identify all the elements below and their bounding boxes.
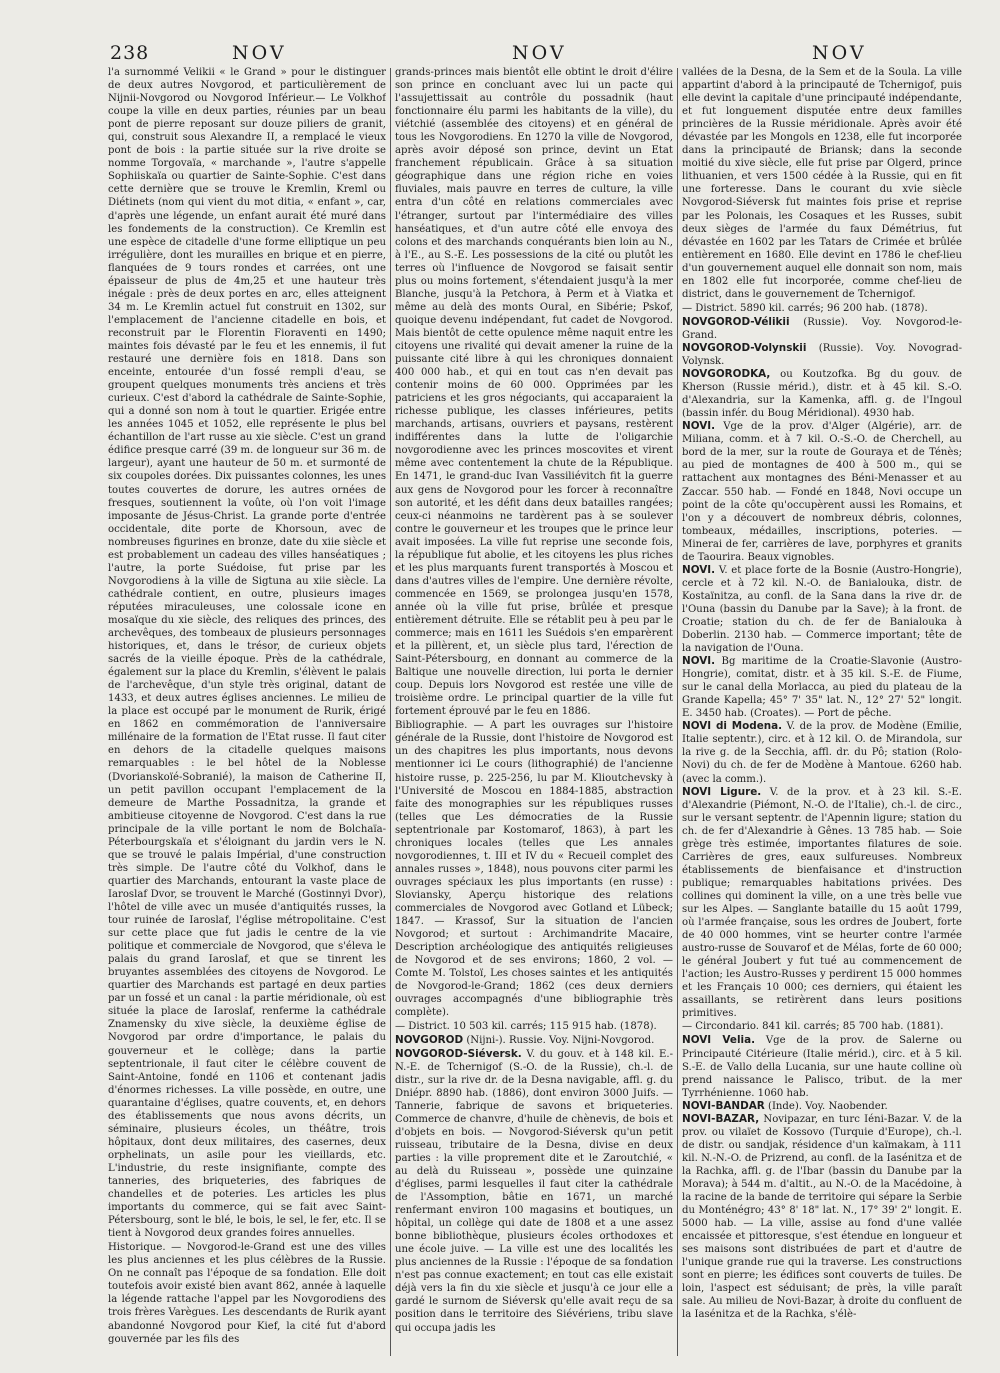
entry-text: V. et place forte de la Bosnie (Austro-Hongrie), cercle et à 72 kil. N.-O. de Banialouka, distr. de Kostaïnitza, au confl. de la Sana dans la rive dr. de l'Ouna (bassin du Danube par la Save); à la front. de Croatie; station du ch. de fer de Banialouka à Doberlin. 2130 hab. — Commerce important; tête de la navigation de l'Ouna. [682, 564, 962, 655]
entry [682, 564, 962, 655]
entry-headword: NOVI-BAZAR, [682, 1112, 760, 1125]
paragraph-district: — District. 10 503 kil. carrés; 115 915 hab. (1878). [395, 1021, 657, 1033]
entry [395, 1034, 673, 1047]
entry [682, 1034, 962, 1099]
entry-headword: NOVGOROD-Volynskii [682, 341, 807, 354]
paragraph: l'a surnommé Velikii « le Grand » pour le distinguer de deux autres Novgorod, et particulièrement de Nijnii-Novgorod ou Novgorod Inférieur.— Le Volkhof coupe la ville en deux parties, réunies par un beau pont de pierre reposant sur douze piliers de granit, qui, construit sous Alexandre II, a remplacé le vieux pont de bois : la partie située sur la rive droite se nomme Torgovaïa, « marchande », l'autre s'appelle Sophiiskaïa ou quartier de Sainte-Sophie. C'est dans cette dernière que se trouve le Kremlin, Kreml ou Diétinets (nom qui vient du mot ditia, « enfant », car, d'après une légende, un enfant aurait été muré dans les fondements de la construction). Ce Kremlin est une espèce de citadelle d'une forme elliptique un peu irrégulière, dont les murailles en brique et en pierre, flanquées de 9 tours rondes et carrées, ont une épaisseur de plus de 4m,25 et une hauteur très inégale : près de deux portes en arc, elles atteignent 34 m. Le Kremlin actuel fut construit en 1302, sur l'emplacement de l'ancienne citadelle en bois, et reconstruit par le Florentin Fioraventi en 1490; maintes fois dévasté par le feu et les ennemis, il fut restauré une dernière fois en 1818. Dans son enceinte, entourée d'un fossé rempli d'eau, se groupent quelques monuments très anciens et très curieux. C'est d'abord la cathédrale de Sainte-Sophie, qui a donné son nom à tout le quartier. Erigée entre les années 1045 et 1052, elle représente le plus bel échantillon de l'art russe au xie siècle. C'est un grand édifice presque carré (39 m. de longueur sur 36 m. de largeur), ayant une hauteur de 50 m. et surmonté de six coupoles dorées. Dix puissantes colonnes, les unes toutes couvertes de dorure, les autres ornées de fresques, soutiennent la voûte, où l'on voit l'image imposante de Jésus-Christ. La grande porte d'entrée occidentale, dite porte de Khorsoun, avec de nombreuses figurines en bronze, date du xiie siècle et est probablement un cadeau des villes hanséatiques ; l'autre, la porte Suédoise, fut prise par les Novgorodiens à la ville de Sigtuna au xiie siècle. La cathédrale contient, en outre, plusieurs images réputées miraculeuses, une colossale icone en mosaïque du xie siècle, des reliques des princes, des archevêques, des tombeaux de plusieurs personnages historiques, et, dans le trésor, de curieux objets sacrés de la vieille époque. Près de la cathédrale, également sur la place du Kremlin, s'élèvent le palais de l'archevêque, d'un style très original, datant de 1433, et deux autres églises anciennes. Le milieu de la place est occupé par le monument de Rurik, érigé en 1862 en commémoration de l'anniversaire millénaire de la formation de l'Etat russe. Il faut citer en dehors de la citadelle quelques maisons remarquables : le bel hôtel de la Noblesse (Dvorianskoïé-Sobranié), la maison de Catherine II, un petit pavillon occupant l'emplacement de la demeure de Marthe Possadnitza, la grande et ambitieuse citoyenne de Novgorod. C'est dans la rue principale de la ville portant le nom de Bolchaïa-Péterbourgskaïa et s'éloignant du jardin vers le N. que se trouvé le palais Impérial, d'une construction très simple. De l'autre côté du Volkhof, dans le quartier des Marchands, entourant la vaste place de Iaroslaf Dvor, se trouvent le Marché (Gostinnyi Dvor), l'hôtel de ville avec un musée d'antiquités russes, la tour ruinée de Iaroslaf, l'église métropolitaine. C'est sur cette place que fut jadis le centre de la vie politique et commerciale de Novgorod, que s'éleva le palais du grand Iaroslaf, et que se tinrent les bruyantes assemblées des citoyens de Novgorod. Le quartier des Marchands est partagé en deux parties par un fossé et un canal : la partie méridionale, où est située la place de Iaroslaf, renferme la cathédrale Znamensky du xive siècle, la deuxième église de Novgorod par ordre d'importance, le palais du gouverneur et le collège; dans la partie septentrionale, il faut citer le célèbre couvent de Saint-Antoine, fondé en 1106 et contenant jadis d'énormes richesses. La ville possède, en outre, une quarantaine d'églises, quatre couvents, et, en dehors des établissements que nous avons décrits, un séminaire, plusieurs écoles, un théâtre, trois hôpitaux, dont deux militaires, des casernes, deux orphelinats, un asile pour les vieillards, etc. L'industrie, du reste insignifiante, compte des tanneries, des briqueteries, des fabriques de chandelles et de poteries. Les articles les plus importants du commerce, qui se fait avec Saint-Pétersbourg, sont le blé, le bois, le sel, le fer, etc. Il se tient à Novgorod deux grandes foires annuelles. [108, 67, 386, 1240]
entry [682, 786, 962, 1021]
column-1 [108, 66, 386, 1356]
entry-headword: NOVGORODKA, [682, 368, 771, 381]
entry-headword: NOVI Ligure. [682, 785, 762, 798]
entry-headword: NOVGOROD-Siéversk. [395, 1047, 522, 1060]
column-divider [677, 68, 678, 1356]
entry-text: Bg maritime de la Croatie-Slavonie (Austro-Hongrie), comitat, distr. et à 35 kil. S.-E. de Fiume, sur le canal della Morlacca, au pied du plateau de la Grande Kapella; 45° 7' 35" lat. N., 12° 27' 52" longit. E. 3450 hab. (Croates). — Port de pêche. [682, 656, 962, 720]
entry-text: Vge de la prov. d'Alger (Algérie), arr. de Miliana, comm. et à 7 kil. O.-S.-O. de Cherchell, au bord de la mer, sur la route de Gouraya et de Ténès; au pied de montagnes de 400 à 500 m., qui se rattachent aux montagnes des Béni-Menasser et au Zaccar. 550 hab. — Fondé en 1848, Novi occupe un point de la côte qu'occupèrent aussi les Romains, et l'on y a découvert de nombreux débris, colonnes, tombeaux, médailles, inscriptions, poteries. — Minerai de fer, carrières de lave, porphyres et granits de Taourira. Beaux vignobles. [682, 421, 962, 563]
entry-text: V. de la prov. et à 23 kil. S.-E. d'Alexandrie (Piémont, N.-O. de l'Italie), ch.-l. de circ., sur le versant septentr. de l'Apennin ligure; station du ch. de fer d'Alexandrie à Gênes. 13 785 hab. — Soie grège très estimée, importantes filatures de soie. Carrières de gres, eaux sulfureuses. Nombreux établissements de bienfaisance et d'instruction publique; remarquables habitations privées. Des collines qui dominent la ville, on a une très belle vue sur les Alpes. — Sanglante bataille du 15 août 1799, où l'armée française, sous les ordres de Joubert, forte de 40 000 hommes, vint se heurter contre l'armée austro-russe de Souvarof et de Mélas, forte de 60 000; le général Joubert y fut tué au commencement de l'action; les Austro-Russes y perdirent 15 000 hommes et les Français 10 000; ces derniers, qui étaient les assaillants, se retirèrent dans leurs positions primitives. [682, 786, 962, 1020]
entry [682, 368, 962, 420]
entry-headword: NOVGOROD [395, 1034, 464, 1047]
entry-headword: NOVGOROD-Vélikii [682, 315, 790, 328]
entry [682, 420, 962, 564]
entry [682, 720, 962, 785]
entry-headword: NOVI-BANDAR [682, 1099, 765, 1112]
entry-text: Novipazar, en turc Iéni-Bazar. V. de la prov. ou vilaïet de Kossovo (Turquie d'Europe), ch.-l. de distr. ou sandjak, résidence d'un kaïmakam, à 111 kil. N.-N.-O. de Prizrend, au confl. de la Iasénitza et de la Rachka, affl. g. de l'Ibar (bassin du Danube par la Morava); à 544 m. d'altit., au N.-O. de la Macédoine, à la racine de la bande de territoire qui sépare la Serbie du Monténégro; 43° 8' 18" lat. N., 17° 39' 2" longit. E. 5000 hab. — La ville, assise au fond d'une vallée encaissée et pittoresque, s'est étendue en longueur et ses maisons sont distribuées de part et d'autre de l'unique grande rue qui la traverse. Les constructions sont en pierre; les édifices sont couverts de tuiles. De loin, l'aspect est séduisant; de près, la ville paraît sale. Au milieu de Novi-Bazar, à droite du confluent de la Iasénitza et de la Rachka, s'élè- [682, 1113, 962, 1321]
entry-text: Vge de la prov. de Salerne ou Principauté Citérieure (Italie mérid.), circ. et à 5 kil. S.-E. de Vallo della Lucania, sur une haute colline où prend naissance le Palisco, tribut. de la mer Tyrrhénienne. 1060 hab. [682, 1035, 962, 1099]
entry-text: (Russie). Voy. Novograd-Volynsk. [682, 342, 962, 368]
paragraph: grands-princes mais bientôt elle obtint le droit d'élire son prince en concluant avec lui un pacte qui l'assujettissait au contrôle du possadnik (haut fonctionnaire élu parmi les habitants de la ville), du viétchié (assemblée des citoyens) et en général de tous les Novgorodiens. En 1270 la ville de Novgorod, après avoir déposé son prince, devint un Etat franchement républicain. Grâce à sa situation géographique dans une région riche en voies fluviales, mais pauvre en terres de culture, la ville entra d'un côté en relations commerciales avec l'étranger, surtout par l'intermédiaire des villes hanséatiques, et d'un autre côté elle envoya des colons et des marchands conquérants bien loin au N., à l'E., au S.-E. Les possessions de la cité ou plutôt les terres où l'influence de Novgorod se faisait sentir plus ou moins fortement, s'étendaient jusqu'à la mer Blanche, jusqu'à la Petchora, à Perm et à Viatka et même au delà des monts Oural, en Sibérie; Pskof, quoique devenu indépendant, fut cadet de Novgorod. Mais bientôt de cette opulence même naquit entre les citoyens une rivalité qui devait amener la ruine de la puissante cité libre à qui les chroniques donnaient 400 000 hab., et qui en tout cas n'en devait pas contenir moins de 60 000. Opprimées par les patriciens et les gros négociants, qui accaparaient la richesse publique, les classes inférieures, petits marchands, artisans, ouvriers et paysans, restèrent indifférentes dans la lutte de l'oligarchie novgorodienne avec les princes moscovites et virent même avec contentement la chute de la République. En 1471, le grand-duc Ivan Vassiliévitch fit la guerre aux gens de Novgorod pour les forcer à reconnaître son autorité, et les défit dans deux batailles rangées; ceux-ci néanmoins ne tardèrent pas à se soulever contre le gouverneur et les troupes que le prince leur avait imposées. La ville fut reprise une seconde fois, la république fut abolie, et les citoyens les plus riches et les plus marquants furent transportés à Moscou et dans d'autres villes de l'empire. Une dernière révolte, commencée en 1569, se prolongea jusqu'en 1578, année où la ville fut prise, brûlée et presque entièrement détruite. Elle se rétablit peu à peu par le commerce; mais en 1611 les Suédois s'en emparèrent et la pillèrent, et, un siècle plus tard, l'érection de Saint-Pétersbourg, en donnant au commerce de la Baltique une nouvelle direction, lui porta le dernier coup. Depuis lors Novgorod est restée une ville de troisième ordre. Le principal quartier de la ville fut fortement éprouvé par le feu en 1886. [395, 67, 673, 718]
entry-headword: NOVI. [682, 655, 716, 668]
paragraph-district: — District. 5890 kil. carrés; 96 200 hab. (1878). [682, 302, 928, 314]
entry-text: V. du gouv. et à 148 kil. E.-N.-E. de Tchernigof (S.-O. de la Russie), ch.-l. de distr., sur la rive dr. de la Desna navigable, affl. g. du Dniépr. 8890 hab. (1886), dont environ 3000 Juifs. — Tannerie, fabrique de savons et briqueteries. Commerce de chanvre, d'huile de chènevis, de bois et d'objets en bois. — Novgorod-Siéversk qu'un petit ruisseau, tributaire de la Desna, divise en deux parties : la ville proprement dite et le Zaroutchié, « au delà du Ruisseau », possède une quinzaine d'églises, parmi lesquelles il faut citer la cathédrale de l'Assomption, bâtie en 1671, un marché renfermant environ 100 magasins et boutiques, un hôpital, un collège qui date de 1808 et a une assez bonne bibliothèque, plusieurs écoles orthodoxes et une école juive. — La ville est une des localités les plus anciennes de la Russie : l'époque de sa fondation n'est pas connue exactement; en tout cas elle existait déjà vers la fin du xie siècle et jusqu'à ce jour elle a gardé le surnom de Siéversk qu'elle avait reçu de sa position dans le territoire des Siévériens, tribu slave qui occupa jadis les [395, 1048, 673, 1334]
entry [395, 1048, 673, 1335]
column-divider [390, 68, 391, 1356]
paragraph-historique: Historique. — Novgorod-le-Grand est une des villes les plus anciennes et les plus célèbres de la Russie. On ne connaît pas l'époque de sa fondation. Elle doit toutefois avoir existé bien avant 862, année à laquelle la légende rattache l'appel par les Novgorodiens des trois frères Varègues. Les descendants de Rurik ayant abandonné Novgorod pour Kief, la cité fut d'abord gouvernée par les fils des [108, 1242, 386, 1345]
page-number: 238 [110, 42, 150, 64]
entry-text: (Nijni-). Russie. Voy. Nijni-Novgorod. [463, 1035, 655, 1047]
entry-headword: NOVI. [682, 420, 716, 433]
entry-text: V. de la prov. de Modène (Emilie, Italie septentr.), circ. et à 12 kil. O. de Mirandola, sur la rive g. de la Secchia, affl. dr. du Pô; station (Rolo-Novi) du ch. de fer de Modène à Mantoue. 6260 hab. (avec la comm.). [682, 721, 962, 785]
entry [682, 316, 962, 342]
entry-text: (Inde). Voy. Naobender. [764, 1100, 888, 1112]
column-2 [395, 66, 673, 1356]
entry [682, 1100, 962, 1113]
running-head-left: NOV [232, 42, 287, 64]
entry [682, 342, 962, 368]
entry [682, 655, 962, 720]
entry-headword: NOVI Velia. [682, 1034, 756, 1047]
paragraph: vallées de la Desna, de la Sem et de la Soula. La ville appartint d'abord à la principauté de Tchernigof, puis elle devint la capitale d'une principauté indépendante, et fut longuement disputée entre deux familles princières de la Russie méridionale. Après avoir été dévastée par les Mongols en 1238, elle fut incorporée dans la principauté de Briansk; dans la seconde moitié du xive siècle, elle fut prise par Olgerd, prince lithuanien, et vers 1500 cédée à la Russie, qui en fit une forteresse. Dans le courant du xvie siècle Novgorod-Siéversk fut maintes fois prise et reprise par les Polonais, les Cosaques et les Russes, subit deux sièges de l'armée du faux Démétrius, fut dévastée en 1602 par les Tatars de Crimée et brûlée entièrement en 1680. Elle devint en 1786 le chef-lieu d'un gouvernement auquel elle donnait son nom, mais en 1802 elle fut incorporée, comme chef-lieu de district, dans le gouvernement de Tchernigof. [682, 67, 962, 300]
paragraph-bibliographie: Bibliographie. — A part les ouvrages sur l'histoire générale de la Russie, dont l'histoire de Novgorod est un des chapitres les plus importants, nous devons mentionner ici Le cours (lithographié) de l'ancienne histoire russe, p. 225-256, lu par M. Klioutchevsky à l'Université de Moscou en 1884-1885, abstraction faite des monographies sur les républiques russes (telles que Les démocraties de la Russie septentrionale par Kostomarof, 1863), à part les chroniques locales (telles que Les annales novgorodiennes, t. III et IV du « Recueil complet des annales russes », 1848), nous pouvons citer parmi les ouvrages spéciaux les plus importants (en russe) : Sloviansky, Aperçu historique des relations commerciales de Novgorod avec Gotland et Lübeck; 1847. — Krassof, Sur la situation de l'ancien Novgorod; et surtout : Archimandrite Macaire, Description archéologique des antiquités religieuses de Novgorod et de ses environs; 1860, 2 vol. — Comte M. Tolstoï, Les choses saintes et les antiquités de Novgorod-le-Grand; 1862 (ces deux derniers ouvrages accompagnés d'une bibliographie très complète). [395, 720, 673, 1019]
paragraph-circondario: — Circondario. 841 kil. carrés; 85 700 hab. (1881). [682, 1021, 944, 1033]
entry-headword: NOVI. [682, 563, 716, 576]
entry-text: (Russie). Voy. Novgorod-le-Grand. [682, 316, 962, 341]
entry-text: ou Koutzofka. Bg du gouv. de Kherson (Russie mérid.), distr. et à 45 kil. S.-O. d'Alexandria, sur la Kamenka, affl. g. de l'Ingoul (bassin infér. du Boug Méridional). 4930 hab. [682, 369, 962, 420]
entry [682, 1113, 962, 1322]
column-3 [682, 66, 962, 1356]
entry-headword: NOVI di Modena. [682, 720, 783, 733]
running-head-right: NOV [812, 42, 867, 64]
running-head-center: NOV [512, 42, 567, 64]
